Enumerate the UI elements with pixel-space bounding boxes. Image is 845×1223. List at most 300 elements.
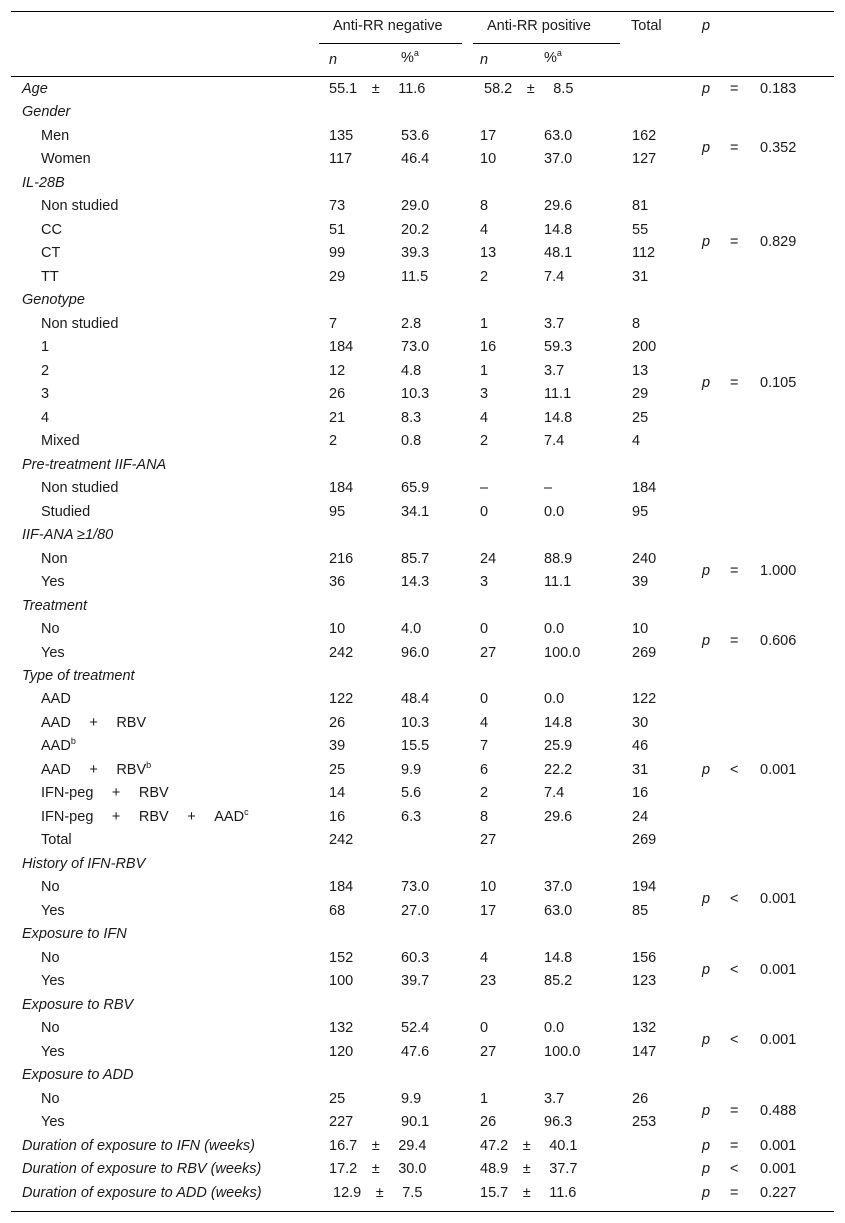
cell-anti-pos-pct: 7.4 [544, 785, 565, 802]
row-heading: Age [22, 81, 48, 97]
cell-anti-pos-n: 47.2 ± 40.1 [480, 1137, 578, 1154]
cell-anti-pos-n: 26 [480, 1114, 497, 1131]
cell-anti-pos-pct: 3.7 [544, 315, 565, 332]
row-heading: Gender [22, 104, 71, 121]
cell-anti-pos-n: – [480, 480, 489, 497]
row-label: 2 [41, 362, 50, 379]
row-label: Non studied [41, 315, 119, 332]
cell-anti-pos-pct: 29.6 [544, 198, 573, 215]
table-row [0, 172, 845, 195]
table-row [0, 665, 845, 688]
cell-anti-neg-pct: 46.4 [401, 151, 430, 168]
row-heading: Exposure to IFN [22, 926, 127, 943]
row-label: IFN-peg + RBV [41, 785, 169, 802]
cell-anti-neg-n: 100 [329, 973, 354, 990]
p-symbol: p [702, 762, 711, 779]
cell-anti-pos-n: 3 [480, 574, 489, 591]
row-label: AAD + RBV$^b$ [41, 760, 152, 778]
row-heading: Exposure to RBV [22, 996, 134, 1013]
cell-anti-pos-n: 6 [480, 761, 489, 778]
p-value-cell [702, 560, 812, 583]
cell-anti-pos-pct: 14.8 [544, 221, 573, 238]
cell-anti-neg-n: 2 [329, 433, 338, 450]
row-label: Women [41, 151, 91, 168]
cell-anti-neg-pct: 34.1 [401, 503, 430, 520]
cell-total: 25 [632, 409, 649, 426]
p-operator: < [730, 762, 739, 779]
row-label: AAD [41, 691, 71, 708]
cell-anti-pos-pct: 37.0 [544, 879, 573, 896]
cell-anti-pos-pct: 88.9 [544, 550, 573, 567]
cell-anti-neg-n: 120 [329, 1043, 354, 1060]
row-label: 4 [41, 409, 50, 426]
p-value: 0.001 [760, 1137, 797, 1154]
cell-anti-neg-pct: 39.7 [401, 973, 430, 990]
cell-anti-pos-pct: 11.1 [544, 386, 572, 403]
row-label: 1 [41, 339, 50, 356]
p-operator: < [730, 1032, 739, 1049]
cell-total: 46 [632, 738, 649, 755]
table-row [0, 101, 845, 124]
cell-total: 253 [632, 1114, 657, 1131]
cell-total: 81 [632, 198, 649, 215]
p-operator: = [730, 139, 739, 156]
cell-anti-pos-pct: 0.0 [544, 621, 565, 638]
cell-total: 122 [632, 691, 657, 708]
p-operator: = [730, 1137, 739, 1154]
cell-anti-pos-n: 0 [480, 621, 489, 638]
row-label: No [41, 1020, 60, 1037]
cell-anti-neg-n: 36 [329, 574, 346, 591]
p-operator: = [730, 374, 739, 391]
cell-anti-pos-n: 8 [480, 198, 489, 215]
cell-anti-neg-pct: 73.0 [401, 879, 430, 896]
cell-anti-neg-n: 68 [329, 902, 346, 919]
p-symbol: p [702, 961, 711, 978]
table-row [0, 266, 845, 289]
cell-anti-pos-n: 2 [480, 785, 489, 802]
cell-anti-pos-pct: 100.0 [544, 644, 581, 661]
cell-anti-neg-pct: 9.9 [401, 761, 422, 778]
cell-anti-neg-n: 7 [329, 315, 338, 332]
table-row [0, 829, 845, 852]
cell-anti-neg-pct: 96.0 [401, 644, 430, 661]
p-value: 0.488 [760, 1102, 797, 1119]
p-symbol: p [702, 891, 711, 908]
cell-anti-pos-n: 4 [480, 409, 489, 426]
cell-total: 156 [632, 949, 657, 966]
cell-total: 112 [632, 245, 656, 262]
cell-anti-pos-pct: – [544, 480, 553, 497]
cell-anti-pos-pct: 7.4 [544, 268, 565, 285]
cell-anti-neg-pct: 10.3 [401, 386, 430, 403]
group-rule-positive [473, 43, 620, 44]
cell-total: 200 [632, 339, 657, 356]
p-value-cell [702, 1135, 812, 1158]
table-row [0, 289, 845, 312]
row-label: Yes [41, 574, 65, 591]
row-heading: History of IFN-RBV [22, 855, 146, 872]
table-row [0, 454, 845, 477]
p-value: 1.000 [760, 562, 797, 579]
cell-total: 30 [632, 714, 649, 731]
p-value: 0.352 [760, 139, 797, 156]
table-row [0, 994, 845, 1017]
cell-anti-pos-pct: 63.0 [544, 902, 573, 919]
row-heading: Duration of exposure to ADD (weeks) [22, 1184, 262, 1201]
p-value-cell [702, 888, 812, 911]
p-value-cell [702, 1182, 812, 1205]
cell-anti-neg-pct: 4.8 [401, 362, 422, 379]
cell-anti-neg-pct: 52.4 [401, 1020, 430, 1037]
p-operator: = [730, 1184, 739, 1201]
cell-anti-neg-n: 14 [329, 785, 346, 802]
header-pct-positive: %$^a$ [544, 48, 562, 66]
cell-anti-neg-pct: 5.6 [401, 785, 422, 802]
cell-anti-neg-n: 95 [329, 503, 346, 520]
cell-anti-neg-n: 12 [329, 362, 346, 379]
cell-anti-neg-n: 184 [329, 879, 354, 896]
table-row [0, 712, 845, 735]
cell-anti-pos-n: 23 [480, 973, 497, 990]
p-value: 0.227 [760, 1184, 797, 1201]
row-heading: Type of treatment [22, 668, 135, 684]
cell-anti-neg-n: 12.9 ± 7.5 [329, 1184, 423, 1201]
cell-anti-pos-pct: 59.3 [544, 339, 573, 356]
cell-anti-neg-n: 122 [329, 691, 354, 708]
cell-anti-neg-n: 26 [329, 714, 346, 731]
cell-anti-pos-n: 10 [480, 879, 497, 896]
table-row [0, 524, 845, 547]
cell-anti-neg-n: 25 [329, 761, 346, 778]
cell-total: 123 [632, 973, 657, 990]
cell-anti-neg-pct: 27.0 [401, 902, 430, 919]
p-value: 0.001 [760, 762, 797, 779]
row-label: Yes [41, 973, 65, 990]
bottom-rule [11, 1211, 834, 1212]
cell-total: 240 [632, 550, 657, 567]
cell-anti-neg-n: 29 [329, 268, 346, 285]
cell-anti-neg-pct: 90.1 [401, 1114, 430, 1131]
cell-anti-pos-n: 27 [480, 644, 497, 661]
cell-total: 4 [632, 433, 641, 450]
table-row [0, 501, 845, 524]
row-label: TT [41, 268, 59, 285]
cell-anti-neg-n: 55.1 ± 11.6 [329, 81, 426, 97]
cell-anti-pos-n: 2 [480, 268, 489, 285]
cell-total: 55 [632, 221, 649, 238]
cell-anti-neg-n: 39 [329, 738, 346, 755]
cell-anti-pos-n: 4 [480, 949, 489, 966]
cell-total: 24 [632, 808, 649, 825]
cell-total: 16 [632, 785, 649, 802]
header-n-positive: n [480, 52, 489, 68]
row-label: Men [41, 127, 70, 144]
p-value: 0.001 [760, 961, 797, 978]
cell-anti-pos-n: 8 [480, 808, 489, 825]
cell-anti-pos-pct: 25.9 [544, 738, 573, 755]
p-symbol: p [702, 233, 711, 250]
table-row [0, 336, 845, 359]
footnote-marker: c [244, 807, 249, 818]
header-total: Total [631, 18, 662, 34]
p-value-cell [702, 959, 812, 982]
cell-anti-pos-n: 4 [480, 221, 489, 238]
p-symbol: p [702, 1102, 711, 1119]
cell-anti-neg-n: 184 [329, 480, 354, 497]
row-label: Yes [41, 1043, 65, 1060]
cell-anti-pos-pct: 0.0 [544, 1020, 565, 1037]
cell-anti-pos-n: 10 [480, 151, 497, 168]
row-label: No [41, 879, 60, 896]
cell-anti-pos-pct: 3.7 [544, 362, 565, 379]
row-label: Yes [41, 902, 65, 919]
cell-anti-pos-pct: 37.0 [544, 151, 573, 168]
p-operator: = [730, 633, 739, 650]
cell-anti-pos-pct: 3.7 [544, 1090, 565, 1107]
p-symbol: p [702, 1184, 711, 1201]
cell-anti-neg-n: 242 [329, 832, 354, 849]
header-anti-rr-negative: Anti-RR negative [333, 18, 443, 34]
p-symbol: p [702, 81, 711, 98]
cell-total: 26 [632, 1090, 649, 1107]
row-label: No [41, 949, 60, 966]
cell-anti-neg-n: 10 [329, 621, 346, 638]
p-operator: < [730, 961, 739, 978]
cell-anti-neg-pct: 53.6 [401, 127, 430, 144]
row-label: AAD$^b$ [41, 736, 76, 755]
group-rule-negative [319, 43, 462, 44]
cell-anti-pos-pct: 0.0 [544, 503, 565, 520]
cell-total: 269 [632, 644, 657, 661]
cell-anti-neg-n: 117 [329, 151, 353, 168]
p-value-cell [702, 1029, 812, 1052]
cell-anti-pos-n: 7 [480, 738, 489, 755]
table-row [0, 430, 845, 453]
p-operator: = [730, 1102, 739, 1119]
table-row [0, 1064, 845, 1087]
row-heading: Exposure to ADD [22, 1067, 134, 1084]
cell-anti-neg-n: 152 [329, 949, 354, 966]
cell-anti-neg-pct: 39.3 [401, 245, 430, 262]
row-heading: Duration of exposure to RBV (weeks) [22, 1161, 262, 1178]
cell-anti-neg-pct: 60.3 [401, 949, 430, 966]
cell-anti-neg-n: 16.7 ± 29.4 [329, 1137, 427, 1154]
cell-anti-pos-n: 3 [480, 386, 489, 403]
cell-anti-pos-pct: 7.4 [544, 433, 565, 450]
cell-total: 132 [632, 1020, 657, 1037]
cell-total: 147 [632, 1043, 657, 1060]
cell-total: 85 [632, 902, 649, 919]
cell-anti-neg-pct: 4.0 [401, 621, 422, 638]
row-label: Non studied [41, 480, 119, 497]
cell-anti-neg-n: 132 [329, 1020, 354, 1037]
cell-anti-pos-n: 16 [480, 339, 497, 356]
cell-anti-pos-n: 48.9 ± 37.7 [480, 1161, 578, 1178]
cell-anti-pos-n: 17 [480, 127, 497, 144]
row-label: Non studied [41, 198, 119, 215]
p-operator: = [730, 233, 739, 250]
p-value-cell [702, 137, 812, 160]
cell-anti-neg-n: 216 [329, 550, 354, 567]
table-row [0, 923, 845, 946]
cell-anti-neg-n: 135 [329, 127, 354, 144]
p-value: 0.001 [760, 891, 797, 908]
cell-anti-neg-pct: 8.3 [401, 409, 422, 426]
cell-anti-pos-n: 0 [480, 1020, 489, 1037]
cell-anti-pos-n: 4 [480, 714, 489, 731]
cell-anti-neg-pct: 10.3 [401, 714, 430, 731]
cell-anti-neg-pct: 47.6 [401, 1043, 430, 1060]
cell-anti-neg-pct: 29.0 [401, 198, 430, 215]
row-heading: Genotype [22, 292, 85, 309]
cell-anti-pos-pct: 14.8 [544, 714, 573, 731]
cell-total: 8 [632, 315, 641, 332]
cell-anti-pos-pct: 85.2 [544, 973, 573, 990]
cell-total: 39 [632, 574, 649, 591]
cell-anti-pos-n: 0 [480, 503, 489, 520]
p-value: 0.105 [760, 374, 797, 391]
table-row [0, 806, 845, 829]
cell-anti-neg-n: 16 [329, 808, 346, 825]
cell-total: 95 [632, 503, 649, 520]
top-rule [11, 11, 834, 12]
cell-anti-neg-pct: 2.8 [401, 315, 422, 332]
header-anti-rr-positive: Anti-RR positive [487, 18, 591, 34]
table-row [0, 595, 845, 618]
cell-total: 31 [632, 268, 649, 285]
cell-anti-pos-pct: 63.0 [544, 127, 573, 144]
cell-total: 31 [632, 761, 649, 778]
cell-anti-neg-pct: 9.9 [401, 1090, 422, 1107]
footnote-marker: b [70, 736, 76, 747]
p-value-cell [702, 372, 812, 395]
row-label: CC [41, 221, 62, 238]
table-row [0, 313, 845, 336]
p-symbol: p [702, 562, 711, 579]
row-heading: Pre-treatment IIF-ANA [22, 456, 167, 473]
cell-anti-neg-pct: 15.5 [401, 738, 430, 755]
table-row [0, 735, 845, 758]
header-rule [11, 76, 834, 77]
row-label: Yes [41, 1114, 65, 1131]
p-value-cell [702, 231, 812, 254]
header-n-negative: n [329, 52, 338, 68]
cell-total: 184 [632, 480, 657, 497]
row-label: Studied [41, 503, 91, 520]
p-value-cell [702, 1100, 812, 1123]
cell-anti-pos-n: 27 [480, 832, 497, 849]
table-row [0, 195, 845, 218]
cell-anti-pos-pct: 96.3 [544, 1114, 573, 1131]
table-row [0, 407, 845, 430]
header-p: p [702, 18, 711, 34]
p-value-cell [702, 1158, 812, 1181]
row-label: IFN-peg + RBV + AAD$^c$ [41, 807, 249, 825]
cell-anti-pos-pct: 29.6 [544, 808, 573, 825]
table-row [0, 688, 845, 711]
row-heading: Duration of exposure to IFN (weeks) [22, 1137, 255, 1154]
cell-anti-neg-pct: 0.8 [401, 433, 422, 450]
cell-anti-pos-n: 15.7 ± 11.6 [480, 1184, 577, 1201]
cell-anti-neg-n: 99 [329, 245, 346, 262]
cell-anti-neg-n: 184 [329, 339, 354, 356]
row-label: Non [41, 550, 68, 567]
cell-total: 29 [632, 386, 649, 403]
row-label: Yes [41, 644, 65, 661]
row-label: 3 [41, 386, 50, 403]
row-label: No [41, 1090, 60, 1107]
cell-anti-pos-n: 1 [480, 315, 489, 332]
header-pct-negative: %$^a$ [401, 48, 419, 66]
cell-anti-pos-pct: 100.0 [544, 1043, 581, 1060]
cell-anti-pos-n: 58.2 ± 8.5 [480, 81, 574, 97]
cell-anti-pos-pct: 14.8 [544, 949, 573, 966]
table-row [0, 477, 845, 500]
p-operator: = [730, 81, 739, 98]
table-row [0, 853, 845, 876]
table-row [0, 782, 845, 805]
p-value: 0.001 [760, 1161, 797, 1178]
cell-anti-pos-n: 27 [480, 1043, 497, 1060]
cell-anti-neg-n: 227 [329, 1114, 354, 1131]
p-symbol: p [702, 633, 711, 650]
p-value-cell [702, 78, 812, 101]
p-symbol: p [702, 1137, 711, 1154]
cell-anti-neg-n: 242 [329, 644, 354, 661]
p-value: 0.829 [760, 233, 797, 250]
cell-total: 10 [632, 621, 649, 638]
cell-anti-neg-pct: 85.7 [401, 550, 430, 567]
footnote-marker: b [146, 760, 152, 771]
row-label: Mixed [41, 433, 80, 450]
cell-anti-neg-n: 17.2 ± 30.0 [329, 1161, 427, 1178]
p-symbol: p [702, 139, 711, 156]
cell-anti-pos-n: 1 [480, 1090, 489, 1107]
cell-anti-neg-pct: 11.5 [401, 268, 429, 285]
cell-anti-neg-n: 51 [329, 221, 346, 238]
row-label: CT [41, 245, 61, 262]
cell-anti-pos-pct: 48.1 [544, 245, 573, 262]
cell-anti-neg-pct: 14.3 [401, 574, 430, 591]
cell-anti-neg-pct: 6.3 [401, 808, 422, 825]
cell-anti-neg-n: 73 [329, 198, 346, 215]
p-operator: < [730, 1161, 739, 1178]
p-symbol: p [702, 374, 711, 391]
cell-total: 194 [632, 879, 657, 896]
row-heading: IL-28B [22, 174, 65, 191]
cell-total: 162 [632, 127, 657, 144]
p-symbol: p [702, 1161, 711, 1178]
cell-anti-pos-pct: 14.8 [544, 409, 573, 426]
cell-anti-neg-pct: 20.2 [401, 221, 430, 238]
cell-anti-neg-pct: 65.9 [401, 480, 430, 497]
row-heading: IIF-ANA ≥1/80 [22, 527, 114, 544]
cell-anti-pos-n: 2 [480, 433, 489, 450]
cell-anti-neg-n: 26 [329, 386, 346, 403]
cell-anti-neg-n: 25 [329, 1090, 346, 1107]
p-value: 0.183 [760, 81, 797, 98]
cell-anti-neg-n: 21 [329, 409, 346, 426]
cell-anti-pos-n: 17 [480, 902, 497, 919]
p-symbol: p [702, 1032, 711, 1049]
row-label: AAD + RBV [41, 714, 147, 731]
cell-anti-pos-n: 13 [480, 245, 497, 262]
row-label: No [41, 621, 60, 638]
p-value: 0.001 [760, 1032, 797, 1049]
cell-anti-neg-pct: 73.0 [401, 339, 430, 356]
cell-anti-neg-pct: 48.4 [401, 691, 430, 708]
